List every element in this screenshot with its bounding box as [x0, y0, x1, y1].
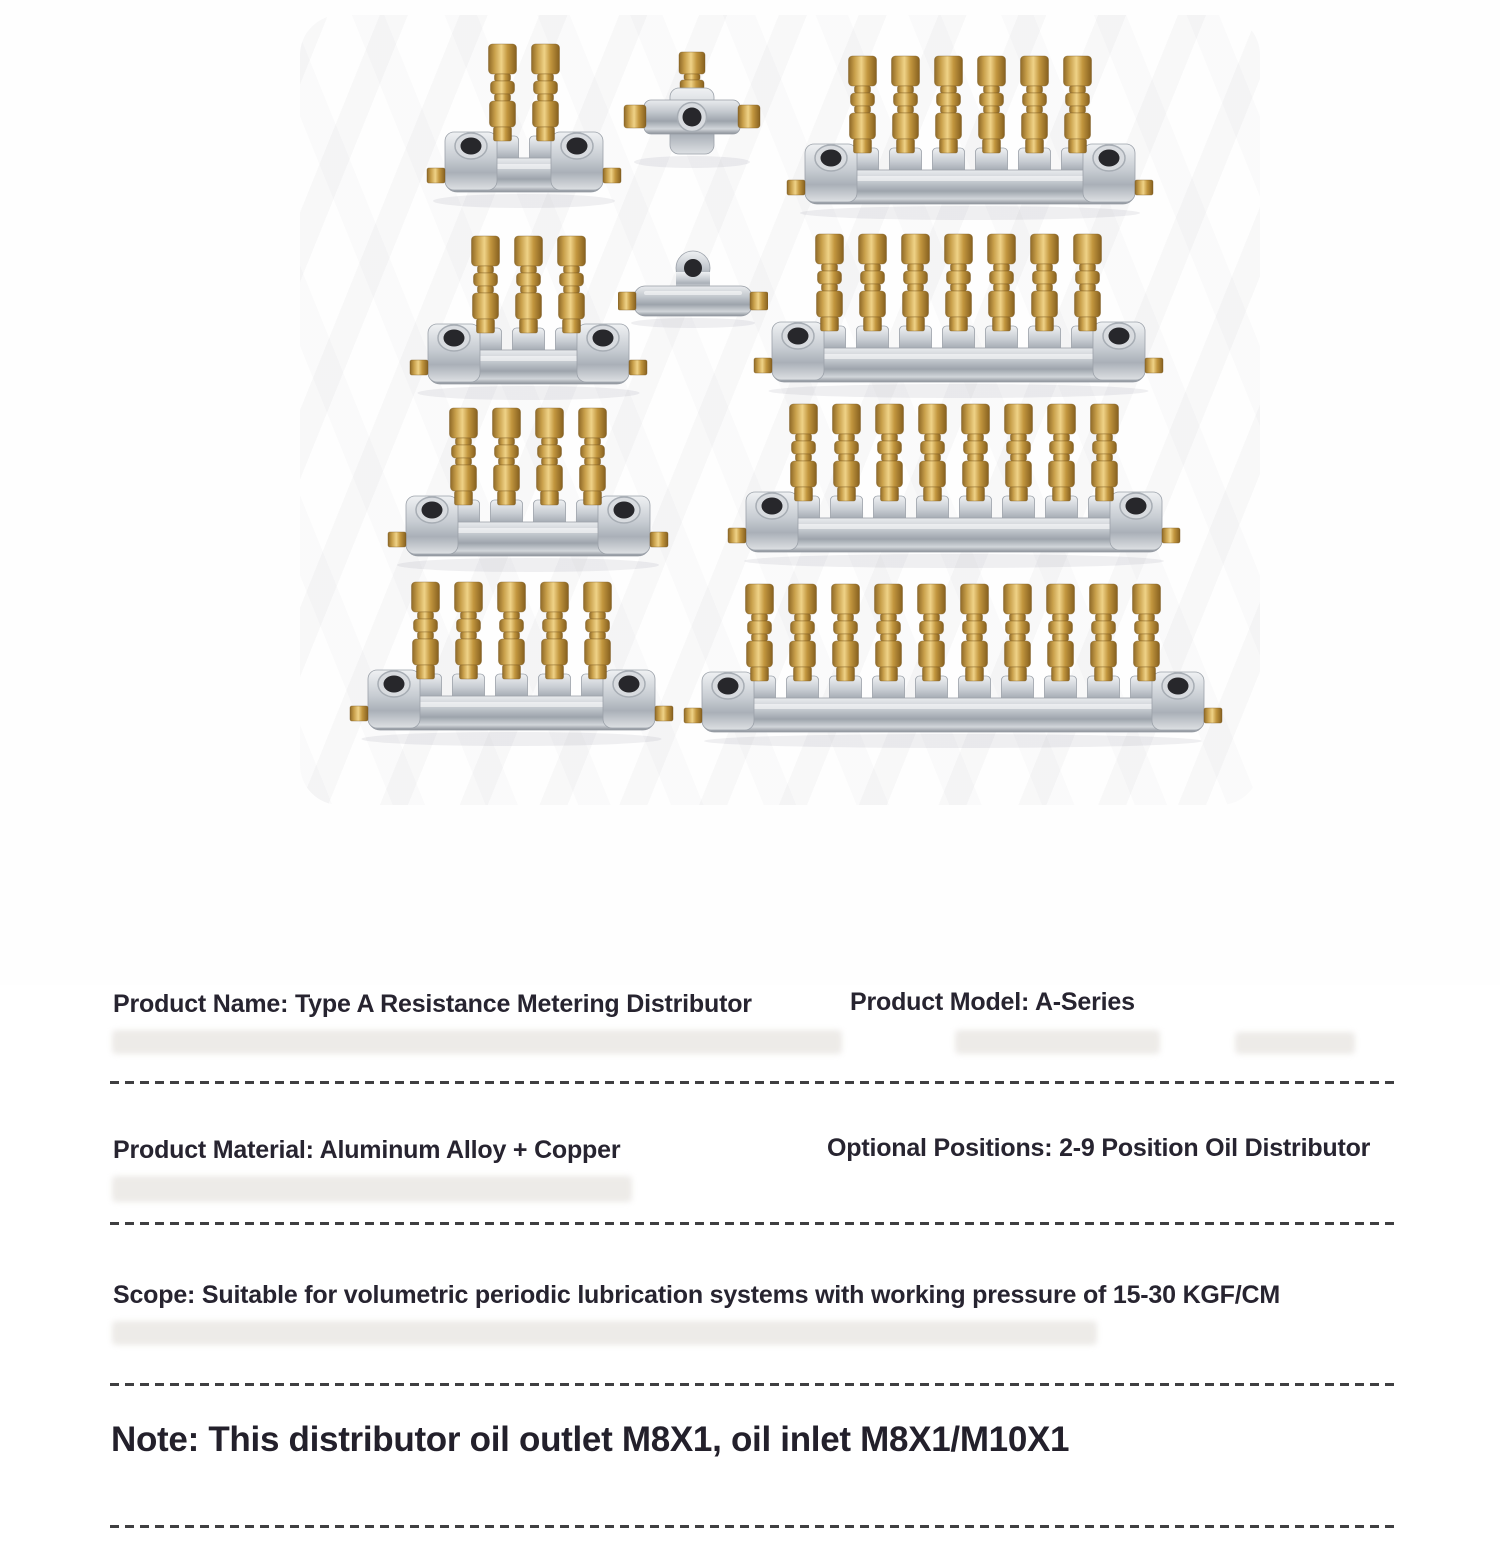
manifold-graphic	[348, 578, 675, 746]
manifold-graphic	[785, 52, 1155, 220]
dashed-divider-3	[110, 1383, 1398, 1386]
manifold-graphic	[682, 580, 1224, 748]
manifold-graphic	[752, 230, 1165, 398]
manifold-graphic	[408, 232, 649, 400]
dashed-divider-1	[110, 1081, 1398, 1084]
product-photo-manifold-6-position	[785, 52, 1155, 220]
manifold-graphic	[386, 404, 670, 572]
product-photo-manifold-2-position	[425, 40, 623, 208]
product-photo-manifold-10-position	[682, 580, 1224, 748]
optional-positions-text: Optional Positions: 2-9 Position Oil Distributor	[827, 1134, 1371, 1162]
product-photo-tee-connector	[618, 248, 768, 328]
tee-connector-graphic	[618, 248, 768, 328]
product-name-text: Product Name: Type A Resistance Metering Distributor	[113, 990, 752, 1018]
product-specs	[0, 985, 1500, 1556]
ghost-text-artifact	[112, 1321, 1097, 1345]
manifold-graphic	[425, 40, 623, 208]
ghost-text-artifact	[955, 1030, 1160, 1054]
ghost-text-artifact	[112, 1030, 842, 1054]
ghost-text-artifact	[112, 1176, 632, 1202]
dashed-divider-4	[110, 1525, 1398, 1528]
note-text: Note: This distributor oil outlet M8X1, oil inlet M8X1/M10X1	[111, 1420, 1070, 1459]
product-photo-cross-connector	[622, 50, 762, 168]
product-photo-manifold-5-position	[348, 578, 675, 746]
dashed-divider-2	[110, 1222, 1398, 1225]
product-photo-manifold-8-position	[726, 400, 1182, 568]
product-photo-manifold-7-position	[752, 230, 1165, 398]
product-model-text: Product Model: A-Series	[850, 988, 1135, 1016]
scope-text: Scope: Suitable for volumetric periodic lubrication systems with working pressure of 15-30 KGF/CM	[113, 1281, 1280, 1309]
cross-connector-graphic	[622, 50, 762, 168]
ghost-text-artifact	[1235, 1032, 1355, 1054]
product-material-text: Product Material: Aluminum Alloy + Copper	[113, 1136, 621, 1164]
manifold-graphic	[726, 400, 1182, 568]
product-photo-manifold-3-position	[408, 232, 649, 400]
product-photo-manifold-4-position	[386, 404, 670, 572]
